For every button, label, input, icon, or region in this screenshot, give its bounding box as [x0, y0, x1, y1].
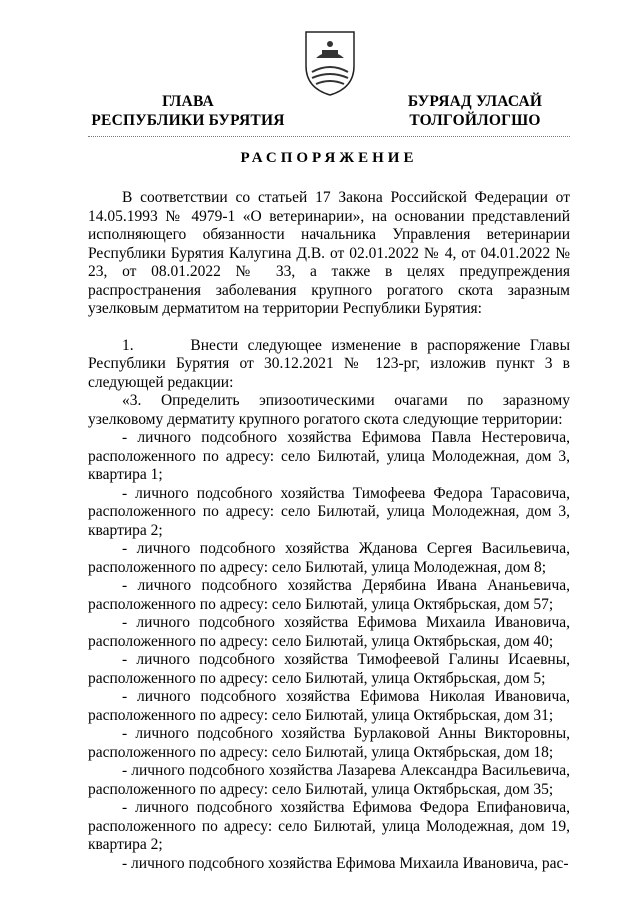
list-item: - личного подсобного хозяйства Тимофеева Федора Тарасовича, расположенного по адресу: село Билютай, улица Молодежная, дом 3, квартира 2;: [88, 484, 570, 539]
list-item: - личного подсобного хозяйства Ефимова Павла Нестеровича, расположенного по адресу: село Билютай, улица Молодежная, дом 3, квартира 1;: [88, 429, 570, 483]
list-item: - личного подсобного хозяйства Бурлаковой Анны Викторовны, расположенного по адресу: село Билютай, улица Октябрьская, дом 18;: [88, 725, 570, 761]
document-body: [88, 189, 570, 873]
header-right-line1: БУРЯАД УЛАСАЙ: [407, 93, 543, 110]
preamble-paragraph: В соответствии со статьей 17 Закона Российской Федерации от 14.05.1993 № 4979-1 «О ветеринарии», на основании представлений исполняющего обязанности начальника Управления ветеринарии Республики Бурятия Калугина Д.В. от 02.01.2022 № 4, от 04.01.2022 № 23, от 08.01.2022 № 33, а также в целях предупреждения распространения заболевания крупного рогатого скота заразным узелковым дерматитом на территории Республики Бурятия:: [88, 189, 570, 317]
header-right: [390, 92, 560, 130]
item-3-intro-paragraph: «3. Определить эпизоотическими очагами по заразному узелковому дерматиту крупного рогатого скота следующие территории:: [88, 392, 570, 428]
coat-of-arms-emblem: [300, 28, 360, 98]
list-item: - личного подсобного хозяйства Тимофеевой Галины Исаевны, расположенного по адресу: село Билютай, улица Октябрьская, дом 5;: [88, 651, 570, 687]
paragraph-gap: [88, 319, 570, 337]
list-item: - личного подсобного хозяйства Ефимова Михаила Ивановича, расположенного по адресу: село Билютай, улица Октябрьская, дом 40;: [88, 614, 570, 650]
header-divider: [88, 136, 570, 137]
list-item: - личного подсобного хозяйства Ефимова Федора Епифановича, расположенного по адресу: село Билютай, улица Молодежная, дом 19, квартира 2;: [88, 799, 570, 853]
list-item: - личного подсобного хозяйства Дерябина Ивана Ананьевича, расположенного по адресу: село Билютай, улица Октябрьская, дом 57;: [88, 577, 570, 613]
header-left: [88, 92, 288, 130]
header-left-line2: РЕСПУБЛИКИ БУРЯТИЯ: [91, 112, 285, 129]
list-item: - личного подсобного хозяйства Ефимова Николая Ивановича, расположенного по адресу: село Билютай, улица Октябрьская, дом 31;: [88, 688, 570, 724]
header-right-line2: ТОЛГОЙЛОГШО: [409, 112, 541, 129]
list-item: - личного подсобного хозяйства Ефимова Михаила Ивановича, рас-: [122, 854, 569, 872]
list-item: - личного подсобного хозяйства Жданова Сергея Васильевича, расположенного по адресу: село Билютай, улица Молодежная, дом 8;: [88, 540, 570, 576]
document-title: РАСПОРЯЖЕНИЕ: [240, 150, 418, 166]
list-item: - личного подсобного хозяйства Лазарева Александра Васильевича, расположенного по адресу: село Билютай, улица Октябрьская, дом 35;: [88, 762, 570, 798]
item-1-paragraph: 1. Внести следующее изменение в распоряжение Главы Республики Бурятия от 30.12.2021 № 123-рг, изложив пункт 3 в следующей редакции:: [88, 336, 570, 391]
header-left-line1: ГЛАВА: [162, 93, 214, 110]
